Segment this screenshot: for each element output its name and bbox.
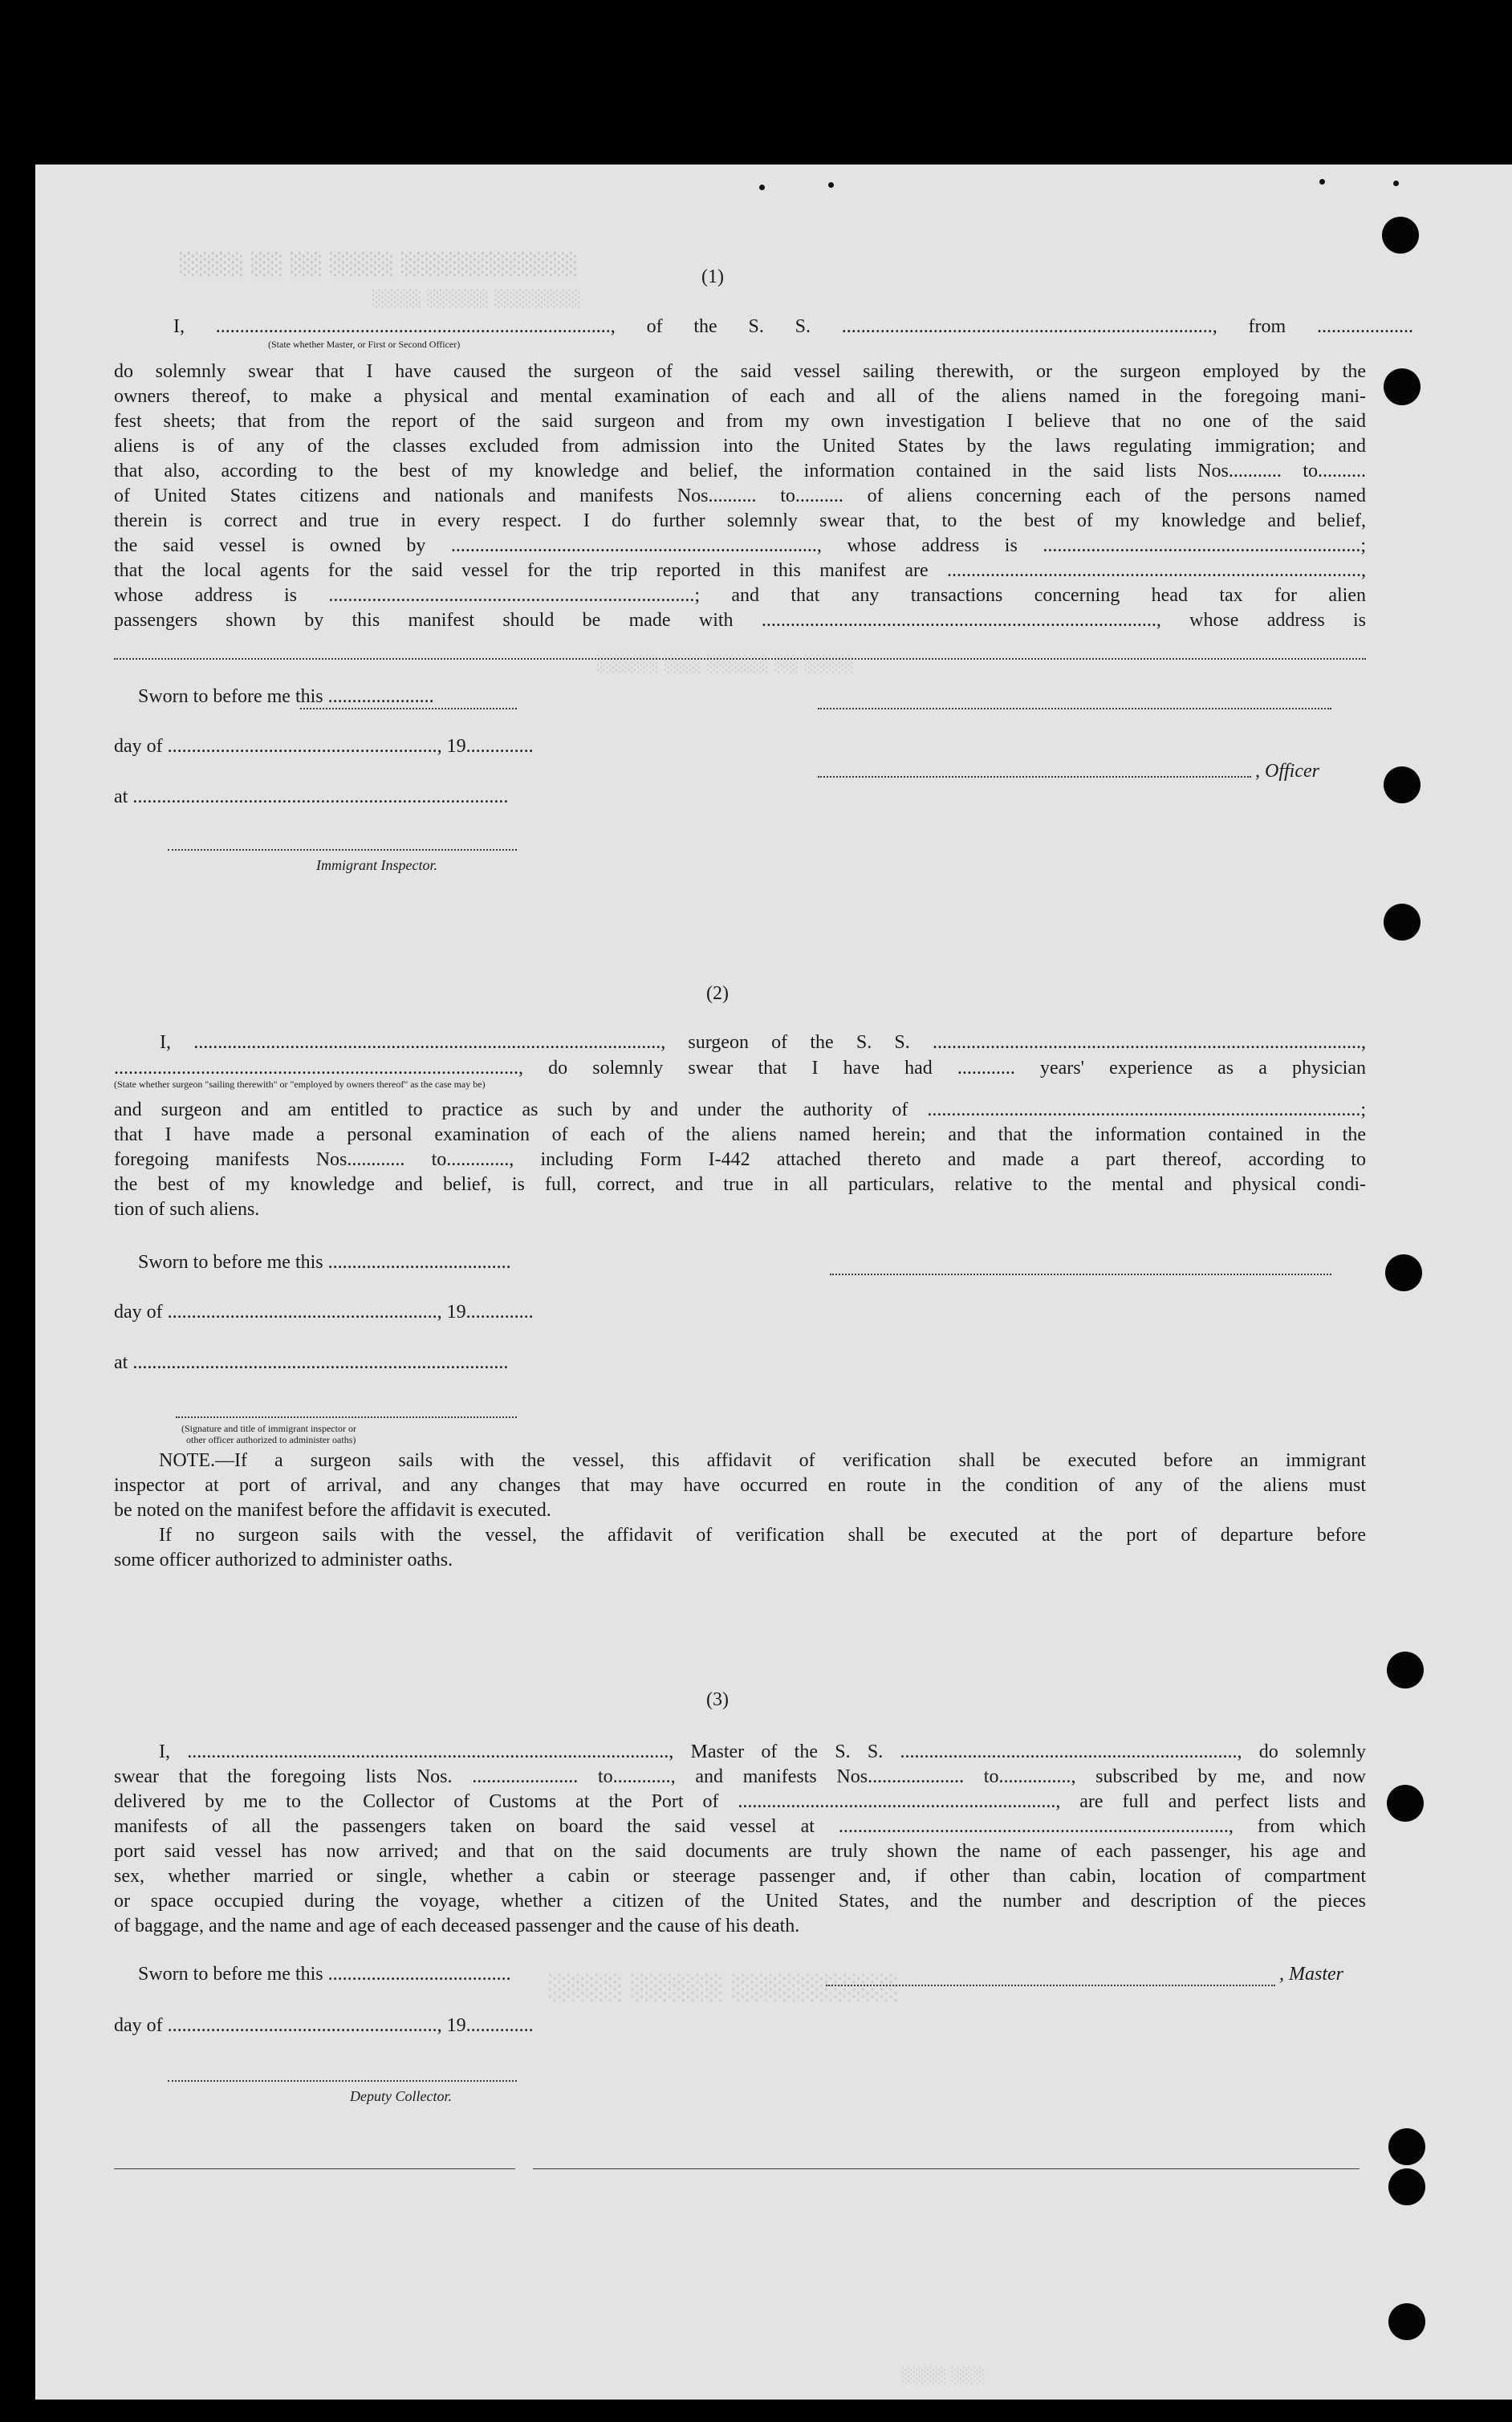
oath-line: that I have made a personal examination of each of the aliens named herein; and that the information contained in the	[114, 1124, 1366, 1145]
oath-line: tion of such aliens.	[114, 1199, 260, 1220]
deputy-collector-caption: Deputy Collector.	[350, 2088, 452, 2104]
oath-line: that also, according to the best of my knowledge and belief, the information contained in the said lists Nos........... to..........	[114, 461, 1366, 482]
section-1-oath-paragraph	[114, 360, 1366, 633]
section-2-number: (2)	[706, 983, 729, 1004]
oath-line: the best of my knowledge and belief, is full, correct, and true in all particulars, relative to the mental and physical condi-	[114, 1174, 1366, 1195]
at-line: at ..............................................................................	[114, 786, 509, 807]
section-2-opening-line: I, ................................................................................................., surgeon of the S. S. .........................................................................................,	[160, 1032, 1366, 1053]
binder-hole	[1382, 217, 1419, 254]
section-2-experience-line: ...................................................................................., do solemnly swear that I have had ............ years' experience as a physician	[114, 1058, 1366, 1079]
day-of-line: day of ........................................................, 19..............	[114, 736, 534, 757]
surgeon-note	[114, 1449, 1366, 1573]
signature-caption: other officer authorized to administer oaths)	[186, 1434, 356, 1445]
bottom-rule-middle	[502, 2168, 514, 2169]
officer-label: , Officer	[1255, 761, 1319, 782]
note-line: If no surgeon sails with the vessel, the affidavit of verification shall be executed at the port of departure before	[159, 1525, 1366, 1546]
sworn-before-me-line: Sworn to before me this ......................................	[138, 1964, 511, 1985]
witness-line	[300, 708, 517, 709]
oath-line: aliens is of any of the classes excluded from admission into the United States by the laws regulating immigration; and	[114, 436, 1366, 457]
speck	[759, 185, 765, 190]
inspector-signature-line	[168, 849, 517, 851]
at-line: at ..............................................................................	[114, 1352, 509, 1373]
oath-line: manifests of all the passengers taken on board the said vessel at ................................................................................., from which	[114, 1816, 1366, 1837]
signature-caption: (Signature and title of immigrant inspector or	[181, 1423, 356, 1434]
sworn-before-me-line: Sworn to before me this ......................	[138, 686, 434, 707]
surgeon-status-caption: (State whether surgeon "sailing therewith" or "employed by owners thereof" as the case may be)	[114, 1079, 486, 1090]
note-line: some officer authorized to administer oaths.	[114, 1550, 453, 1571]
binder-hole	[1387, 1652, 1424, 1688]
immigrant-inspector-caption: Immigrant Inspector.	[316, 857, 437, 873]
binder-hole	[1385, 1254, 1422, 1291]
officer-name-line	[818, 776, 1251, 778]
day-of-line: day of ........................................................, 19..............	[114, 1302, 534, 1323]
section-1-number: (1)	[701, 266, 724, 287]
manifest-page	[35, 165, 1512, 2400]
deputy-collector-signature-line	[168, 2080, 517, 2082]
oath-line: sex, whether married or single, whether a cabin or steerage passenger and, if other than cabin, location of compartment	[114, 1866, 1366, 1887]
speck	[1319, 179, 1325, 185]
note-line: inspector at port of arrival, and any changes that may have occurred en route in the condition of any of the aliens must	[114, 1475, 1366, 1496]
bottom-rule-left	[114, 2168, 515, 2169]
binder-hole	[1387, 1785, 1424, 1822]
oath-line: of United States citizens and nationals and manifests Nos.......... to.......... of aliens concerning each of the persons named	[114, 486, 1366, 506]
binder-hole	[1384, 766, 1421, 803]
day-of-line: day of ........................................................, 19..............	[114, 2015, 534, 2036]
master-signature-line	[826, 1985, 1275, 1986]
signature-line	[114, 658, 1366, 660]
binder-hole	[1388, 2128, 1425, 2165]
officer-signature-line	[818, 708, 1331, 709]
oath-line: or space occupied during the voyage, whether a citizen of the United States, and the number and description of the pieces	[114, 1891, 1366, 1912]
note-line: NOTE.—If a surgeon sails with the vessel, this affidavit of verification shall be executed before an immigrant	[159, 1450, 1366, 1471]
oath-line: fest sheets; that from the report of the said surgeon and from my own investigation I believe that no one of the said	[114, 411, 1366, 432]
oath-line: the said vessel is owned by ............................................................................, whose address is ..................................................................;	[114, 535, 1366, 556]
section-2-oath-paragraph	[114, 1098, 1366, 1222]
oath-line: therein is correct and true in every respect. I do further solemnly swear that, to the best of my knowledge and belief,	[114, 510, 1366, 531]
surgeon-signature-line	[830, 1274, 1331, 1275]
bleed-through-text: ░░░░░ ░░░ ░░░░░ ░░ ░░░░	[597, 654, 855, 673]
oath-line: foregoing manifests Nos............ to............., including Form I-442 attached thereto and made a part thereof, according to	[114, 1149, 1366, 1170]
binder-hole	[1384, 368, 1421, 405]
oath-line: swear that the foregoing lists Nos. ...................... to............, and manifests Nos.................... to..............., subscribed by me, and now	[114, 1766, 1366, 1787]
master-label: , Master	[1279, 1964, 1343, 1985]
oath-line: passengers shown by this manifest should be made with .................................................................................., whose address is	[114, 610, 1366, 631]
binder-hole	[1388, 2168, 1425, 2205]
oath-line: of baggage, and the name and age of each deceased passenger and the cause of his death.	[114, 1916, 800, 1936]
binder-hole	[1388, 2303, 1425, 2340]
inspector-signature-line	[176, 1416, 517, 1418]
bleed-through-text: ░░░░ ░░░░░ ░░░░░░░░░	[549, 1974, 900, 2002]
oath-line: do solemnly swear that I have caused the surgeon of the said vessel sailing therewith, or the surgeon employed by the	[114, 361, 1366, 382]
oath-line: delivered by me to the Collector of Customs at the Port of .................................................................., are full and perfect lists and	[114, 1791, 1366, 1812]
oath-line: port said vessel has now arrived; and that on the said documents are truly shown the name of each passenger, his age and	[114, 1841, 1366, 1862]
oath-line: owners thereof, to make a physical and mental examination of each and all of the aliens named in the foregoing mani-	[114, 386, 1366, 407]
section-3-number: (3)	[706, 1689, 729, 1710]
oath-line: whose address is ............................................................................; and that any transactions concerning head tax for alien	[114, 585, 1366, 606]
binder-hole	[1384, 904, 1421, 941]
bleed-through-text: ░░░░ ░░ ░░ ░░░░ ░░░░░░░░░░░	[180, 253, 579, 277]
section-1-opening-line: I, .................................................................................., of the S. S. ............................................................................., from ....................	[173, 316, 1413, 337]
note-line: be noted on the manifest before the affidavit is executed.	[114, 1500, 551, 1521]
officer-title-caption: (State whether Master, or First or Second Officer)	[268, 339, 461, 350]
speck	[1393, 181, 1399, 186]
oath-line: that the local agents for the said vessel for the trip reported in this manifest are ......................................................................................,	[114, 560, 1366, 581]
bleed-through-text: ░░░░ ░░░	[902, 2367, 986, 2384]
oath-line: I, ...................................................................................................., Master of the S. S. ......................................................................, do solemnly	[159, 1741, 1366, 1762]
section-3-oath-paragraph	[114, 1740, 1366, 1939]
oath-line: and surgeon and am entitled to practice as such by and under the authority of ..........................................................................................;	[114, 1099, 1366, 1120]
sworn-before-me-line: Sworn to before me this ......................................	[138, 1252, 511, 1273]
bottom-rule-right	[533, 2168, 1360, 2169]
speck	[828, 182, 834, 188]
bleed-through-text: ░░░░ ░░░░░ ░░░░░░░	[372, 289, 582, 308]
